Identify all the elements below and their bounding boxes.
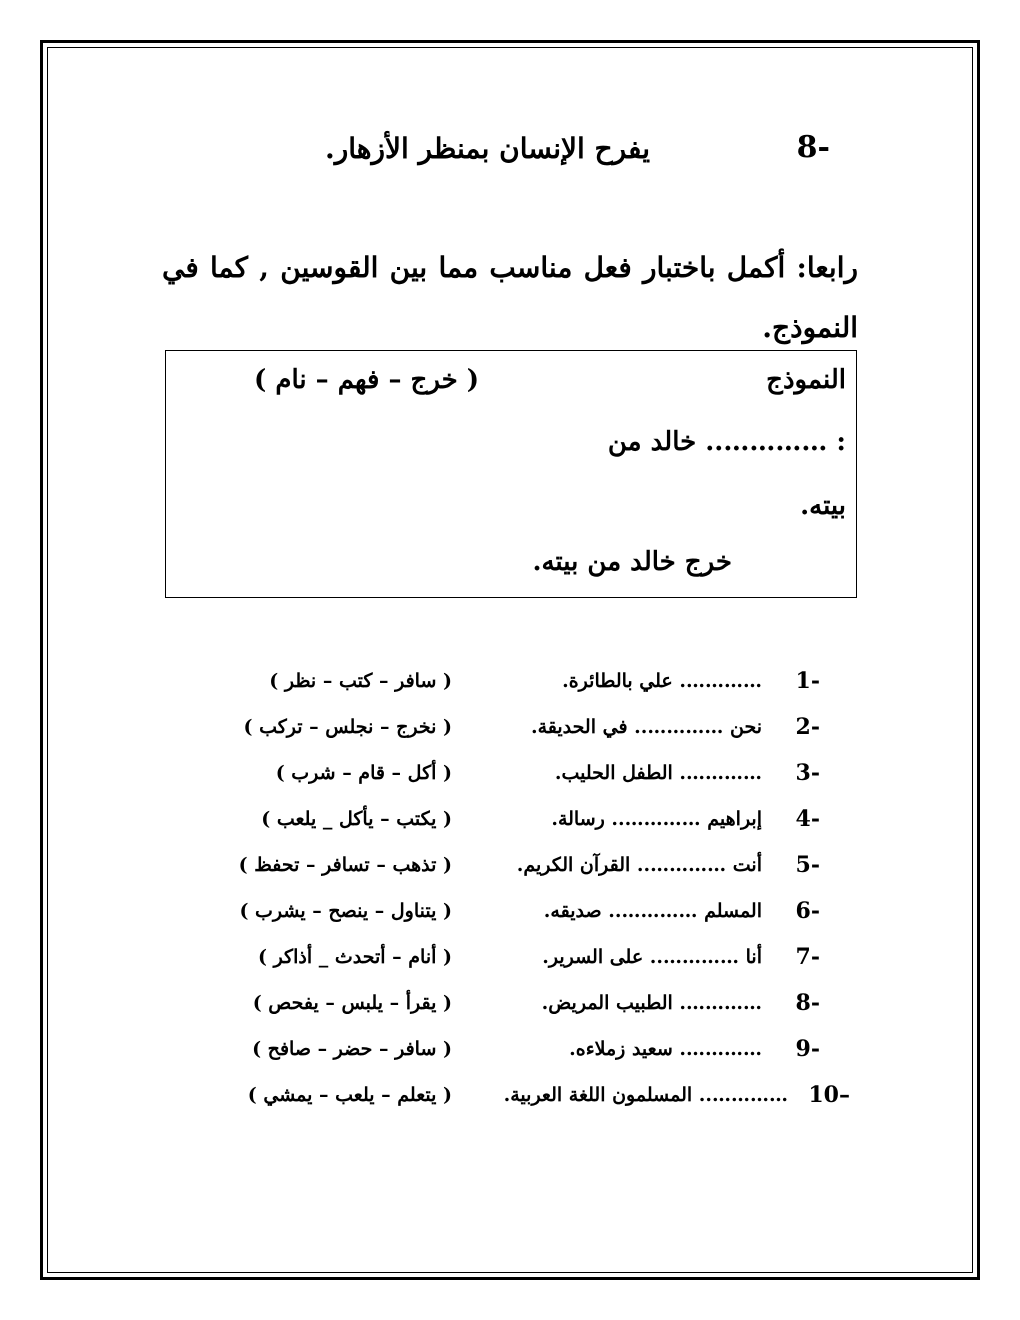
- exercise-choices: ( يتعلم – يلعب – يمشي ): [247, 1084, 452, 1106]
- exercise-choices: ( أنام – أتحدث _ أذاكر ): [257, 946, 452, 968]
- section-instruction: رابعا: أكمل باختبار فعل مناسب مما بين القوسين , كما في النموذج.: [162, 251, 858, 344]
- exercise-choices: ( يتناول – ينصح – يشرب ): [239, 900, 452, 922]
- exercise-row: [0, 944, 1020, 984]
- exercise-sentence: المسلم ………….. صديقه.: [543, 900, 762, 922]
- exercise-choices: ( أكل – قام – شرب ): [275, 762, 452, 784]
- exercise-number: 3-: [795, 760, 820, 786]
- exercise-number: 5-: [795, 852, 820, 878]
- model-example-box: [165, 350, 857, 598]
- exercise-choices: ( سافر – كتب – نظر ): [269, 670, 452, 692]
- exercise-number: 4-: [795, 806, 820, 832]
- exercise-sentence: أنت ………….. القرآن الكريم.: [516, 854, 762, 876]
- exercise-choices: ( تذهب – تسافر – تحفظ ): [238, 854, 452, 876]
- exercise-sentence: …………. سعيد زملاءه.: [569, 1038, 762, 1060]
- exercise-number: 10–: [808, 1082, 850, 1108]
- exercise-number: 2-: [795, 714, 820, 740]
- model-choices: ( خرج – فهم – نام ): [254, 365, 480, 395]
- question-8-text: يفرح الإنسان بمنظر الأزهار.: [324, 132, 650, 165]
- exercise-sentence: ………….. المسلمون اللغة العربية.: [503, 1084, 788, 1106]
- exercise-sentence: …………. الطبيب المريض.: [541, 992, 762, 1014]
- exercise-choices: ( سافر – حضر – صافح ): [252, 1038, 452, 1060]
- exercise-number: 9-: [795, 1036, 820, 1062]
- exercise-row: [0, 990, 1020, 1030]
- exercise-row: [0, 714, 1020, 754]
- exercise-number: 7-: [795, 944, 820, 970]
- exercise-sentence: …………. الطفل الحليب.: [554, 762, 762, 784]
- exercise-choices: ( نخرج – نجلس – تركب ): [243, 716, 452, 738]
- exercise-sentence: نحن ………….. في الحديقة.: [530, 716, 762, 738]
- exercise-row: [0, 852, 1020, 892]
- model-answer: خرج خالد من بيته.: [532, 547, 732, 577]
- exercise-number: 8-: [795, 990, 820, 1016]
- model-sentence-line2: بيته.: [800, 491, 846, 521]
- exercise-choices: ( يقرأ – يلبس – يفحص ): [252, 992, 452, 1014]
- exercise-row: [0, 898, 1020, 938]
- question-8-number: 8-: [796, 130, 830, 165]
- exercise-sentence: إبراهيم ………….. رسالة.: [551, 808, 762, 830]
- exercise-row: [0, 668, 1020, 708]
- exercise-choices: ( يكتب – يأكل _ يلعب ): [261, 808, 452, 830]
- model-sentence-line1: : ………….. خالد من: [607, 427, 846, 457]
- exercise-row: [0, 1082, 1020, 1122]
- exercise-row: [0, 806, 1020, 846]
- exercise-sentence: …………. علي بالطائرة.: [562, 670, 762, 692]
- exercise-number: 1-: [795, 668, 820, 694]
- exercise-row: [0, 760, 1020, 800]
- exercise-row: [0, 1036, 1020, 1076]
- exercise-number: 6-: [795, 898, 820, 924]
- exercise-sentence: أنا ………….. على السرير.: [542, 946, 762, 968]
- model-title: النموذج: [766, 365, 846, 395]
